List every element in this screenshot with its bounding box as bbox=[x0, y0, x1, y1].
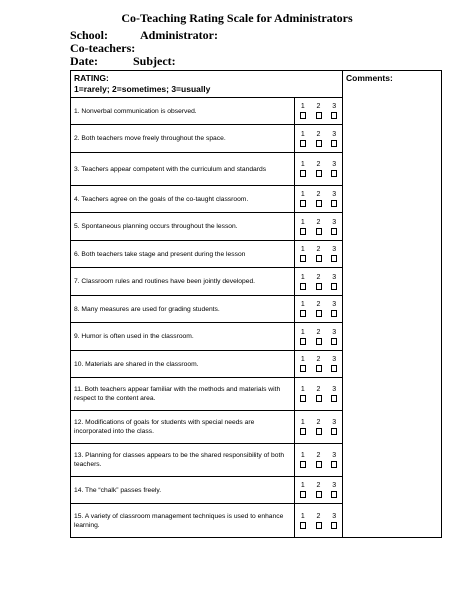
page-title: Co-Teaching Rating Scale for Administrators bbox=[121, 11, 353, 25]
school-label: School: bbox=[70, 28, 109, 42]
rating-numbers bbox=[295, 274, 342, 282]
rating-number-1: 1 bbox=[300, 301, 305, 308]
rating-checkbox-3[interactable] bbox=[331, 365, 337, 372]
rating-number-3: 3 bbox=[332, 452, 337, 459]
rating-number-2: 2 bbox=[316, 386, 321, 393]
rating-scale-table bbox=[70, 70, 442, 538]
header-row bbox=[71, 71, 442, 98]
rating-checkbox-3[interactable] bbox=[331, 283, 337, 290]
rating-checkbox-1[interactable] bbox=[300, 428, 306, 435]
rating-checkbox-2[interactable] bbox=[316, 461, 322, 468]
rating-number-2: 2 bbox=[316, 328, 321, 336]
rating-options bbox=[295, 323, 343, 351]
rating-options bbox=[295, 378, 343, 411]
rating-item-text: 1. Nonverbal communication is observed. bbox=[71, 98, 295, 125]
rating-number-2: 2 bbox=[316, 103, 321, 110]
rating-item-text: 9. Humor is often used in the classroom. bbox=[71, 323, 295, 351]
administrator-label: Administrator: bbox=[140, 28, 218, 42]
rating-checkbox-3[interactable] bbox=[331, 140, 337, 147]
rating-header-key: 1=rarely; 2=sometimes; 3=usually bbox=[74, 84, 211, 94]
rating-number-3: 3 bbox=[332, 161, 337, 168]
rating-item-text: 8. Many measures are used for grading students. bbox=[71, 296, 295, 323]
rating-checkboxes bbox=[295, 170, 342, 177]
rating-number-1: 1 bbox=[300, 356, 305, 363]
rating-numbers bbox=[295, 103, 342, 111]
rating-checkbox-1[interactable] bbox=[300, 140, 306, 147]
rating-options bbox=[295, 504, 343, 538]
rating-checkbox-2[interactable] bbox=[316, 395, 322, 402]
rating-checkboxes bbox=[295, 491, 342, 498]
rating-number-2: 2 bbox=[316, 301, 321, 308]
comments-header: Comments: bbox=[346, 73, 393, 83]
rating-checkboxes bbox=[295, 228, 342, 235]
rating-item-text: 4. Teachers agree on the goals of the co-taught classroom. bbox=[71, 186, 295, 213]
rating-number-1: 1 bbox=[300, 452, 305, 459]
rating-item-text: 3. Teachers appear competent with the curriculum and standards bbox=[71, 153, 295, 186]
rating-number-2: 2 bbox=[316, 191, 321, 198]
rating-checkbox-1[interactable] bbox=[300, 310, 306, 317]
rating-number-2: 2 bbox=[316, 218, 321, 226]
rating-checkboxes bbox=[295, 522, 342, 529]
rating-number-3: 3 bbox=[332, 191, 337, 198]
rating-numbers bbox=[295, 419, 342, 427]
rating-number-1: 1 bbox=[300, 273, 305, 281]
rating-checkbox-3[interactable] bbox=[331, 491, 337, 498]
rating-numbers bbox=[295, 386, 342, 394]
rating-header-title: RATING: bbox=[74, 73, 109, 83]
rating-checkboxes bbox=[295, 140, 342, 147]
rating-number-1: 1 bbox=[300, 328, 305, 336]
rating-checkbox-3[interactable] bbox=[331, 228, 337, 235]
date-label: Date: bbox=[70, 54, 98, 68]
rating-number-3: 3 bbox=[332, 512, 337, 520]
rating-number-2: 2 bbox=[316, 419, 321, 426]
rating-checkbox-2[interactable] bbox=[316, 522, 322, 529]
rating-number-3: 3 bbox=[332, 356, 337, 363]
rating-checkbox-1[interactable] bbox=[300, 283, 306, 290]
rating-number-3: 3 bbox=[332, 103, 337, 110]
rating-options bbox=[295, 444, 343, 477]
rating-item-text: 13. Planning for classes appears to be the shared responsibility of both teachers. bbox=[71, 444, 295, 477]
rating-checkbox-1[interactable] bbox=[300, 522, 306, 529]
rating-checkbox-2[interactable] bbox=[316, 170, 322, 177]
rating-numbers bbox=[295, 191, 342, 199]
rating-checkbox-1[interactable] bbox=[300, 338, 306, 345]
rating-numbers bbox=[295, 452, 342, 460]
rating-number-1: 1 bbox=[300, 512, 305, 520]
rating-item-text: 14. The “chalk” passes freely. bbox=[71, 477, 295, 504]
rating-checkbox-2[interactable] bbox=[316, 228, 322, 235]
rating-options bbox=[295, 268, 343, 296]
rating-checkbox-1[interactable] bbox=[300, 112, 306, 119]
rating-number-3: 3 bbox=[332, 273, 337, 281]
rating-checkbox-1[interactable] bbox=[300, 228, 306, 235]
rating-number-3: 3 bbox=[332, 419, 337, 426]
rating-checkboxes bbox=[295, 310, 342, 317]
rating-checkbox-1[interactable] bbox=[300, 170, 306, 177]
rating-number-2: 2 bbox=[316, 452, 321, 459]
rating-checkboxes bbox=[295, 338, 342, 345]
rating-number-1: 1 bbox=[300, 482, 305, 489]
rating-checkbox-2[interactable] bbox=[316, 338, 322, 345]
rating-checkbox-3[interactable] bbox=[331, 200, 337, 207]
rating-number-3: 3 bbox=[332, 328, 337, 336]
rating-checkbox-2[interactable] bbox=[316, 310, 322, 317]
rating-numbers bbox=[295, 131, 342, 139]
rating-checkbox-2[interactable] bbox=[316, 283, 322, 290]
rating-checkbox-1[interactable] bbox=[300, 365, 306, 372]
rating-checkbox-2[interactable] bbox=[316, 365, 322, 372]
rating-number-1: 1 bbox=[300, 246, 305, 253]
rating-number-2: 2 bbox=[316, 482, 321, 489]
rating-number-3: 3 bbox=[332, 386, 337, 393]
rating-checkbox-2[interactable] bbox=[316, 140, 322, 147]
rating-checkboxes bbox=[295, 365, 342, 372]
rating-numbers bbox=[295, 482, 342, 490]
rating-numbers bbox=[295, 161, 342, 169]
rating-checkbox-3[interactable] bbox=[331, 522, 337, 529]
rating-options bbox=[295, 411, 343, 444]
rating-item-text: 15. A variety of classroom management techniques is used to enhance learning. bbox=[71, 504, 295, 538]
rating-item-text: 7. Classroom rules and routines have been jointly developed. bbox=[71, 268, 295, 296]
rating-numbers bbox=[295, 329, 342, 337]
rating-checkbox-3[interactable] bbox=[331, 255, 337, 262]
rating-checkbox-3[interactable] bbox=[331, 112, 337, 119]
rating-item-text: 5. Spontaneous planning occurs throughout the lesson. bbox=[71, 213, 295, 241]
rating-number-2: 2 bbox=[316, 512, 321, 520]
rating-numbers bbox=[295, 301, 342, 309]
rating-number-2: 2 bbox=[316, 356, 321, 363]
rating-checkboxes bbox=[295, 283, 342, 290]
rating-checkboxes bbox=[295, 395, 342, 402]
rating-header bbox=[71, 71, 343, 98]
rating-number-2: 2 bbox=[316, 130, 321, 138]
rating-item-text: 2. Both teachers move freely throughout the space. bbox=[71, 125, 295, 153]
rating-checkbox-1[interactable] bbox=[300, 200, 306, 207]
rating-options bbox=[295, 153, 343, 186]
rating-checkbox-3[interactable] bbox=[331, 428, 337, 435]
rating-numbers bbox=[295, 246, 342, 254]
rating-number-3: 3 bbox=[332, 246, 337, 253]
rating-checkbox-1[interactable] bbox=[300, 491, 306, 498]
rating-number-1: 1 bbox=[300, 103, 305, 110]
rating-checkbox-1[interactable] bbox=[300, 255, 306, 262]
rating-number-1: 1 bbox=[300, 419, 305, 426]
rating-item-text: 12. Modifications of goals for students with special needs are incorporated into the class. bbox=[71, 411, 295, 444]
rating-checkbox-2[interactable] bbox=[316, 428, 322, 435]
rating-checkboxes bbox=[295, 200, 342, 207]
rating-number-2: 2 bbox=[316, 273, 321, 281]
coteachers-label: Co-teachers: bbox=[70, 41, 136, 55]
rating-options bbox=[295, 125, 343, 153]
rating-item-text: 10. Materials are shared in the classroom. bbox=[71, 351, 295, 378]
rating-checkbox-1[interactable] bbox=[300, 461, 306, 468]
subject-label: Subject: bbox=[133, 54, 176, 68]
rating-number-1: 1 bbox=[300, 386, 305, 393]
rating-number-3: 3 bbox=[332, 218, 337, 226]
rating-checkbox-2[interactable] bbox=[316, 255, 322, 262]
rating-checkboxes bbox=[295, 428, 342, 435]
rating-numbers bbox=[295, 219, 342, 227]
rating-checkbox-3[interactable] bbox=[331, 461, 337, 468]
rating-options bbox=[295, 351, 343, 378]
rating-checkbox-3[interactable] bbox=[331, 338, 337, 345]
rating-checkbox-3[interactable] bbox=[331, 395, 337, 402]
rating-item-text: 6. Both teachers take stage and present during the lesson bbox=[71, 241, 295, 268]
rating-number-2: 2 bbox=[316, 246, 321, 253]
rating-options bbox=[295, 296, 343, 323]
rating-number-3: 3 bbox=[332, 301, 337, 308]
rating-item-text: 11. Both teachers appear familiar with the methods and materials with respect to the content area. bbox=[71, 378, 295, 411]
rating-checkboxes bbox=[295, 112, 342, 119]
rating-checkboxes bbox=[295, 461, 342, 468]
rating-number-1: 1 bbox=[300, 130, 305, 138]
rating-checkbox-2[interactable] bbox=[316, 200, 322, 207]
rating-checkbox-1[interactable] bbox=[300, 395, 306, 402]
rating-number-1: 1 bbox=[300, 191, 305, 198]
rating-checkbox-3[interactable] bbox=[331, 170, 337, 177]
comments-column bbox=[343, 71, 442, 538]
rating-checkbox-2[interactable] bbox=[316, 112, 322, 119]
rating-numbers bbox=[295, 513, 342, 521]
rating-number-3: 3 bbox=[332, 482, 337, 489]
rating-options bbox=[295, 213, 343, 241]
rating-options bbox=[295, 241, 343, 268]
rating-number-2: 2 bbox=[316, 161, 321, 168]
rating-options bbox=[295, 477, 343, 504]
rating-options bbox=[295, 98, 343, 125]
rating-checkbox-3[interactable] bbox=[331, 310, 337, 317]
rating-number-3: 3 bbox=[332, 130, 337, 138]
rating-checkboxes bbox=[295, 255, 342, 262]
rating-options bbox=[295, 186, 343, 213]
rating-numbers bbox=[295, 356, 342, 364]
rating-checkbox-2[interactable] bbox=[316, 491, 322, 498]
rating-number-1: 1 bbox=[300, 218, 305, 226]
rating-number-1: 1 bbox=[300, 161, 305, 168]
